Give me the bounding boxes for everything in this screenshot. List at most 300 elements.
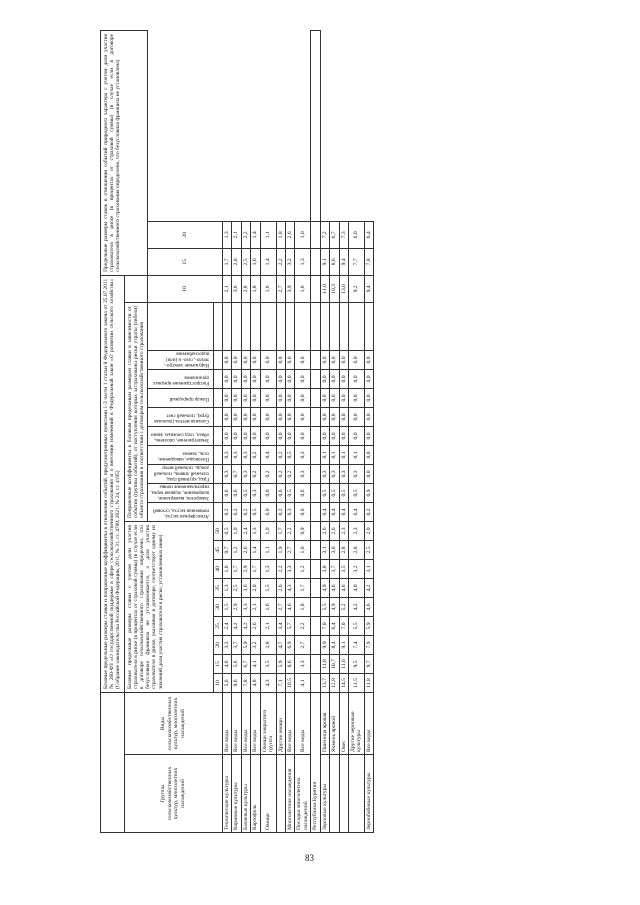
right-rate-1-text: 7,8 (365, 258, 372, 266)
base-rate-0-text: 7,8 (242, 679, 249, 687)
coef-1 (286, 484, 295, 503)
right-rate-0-text: 11,0 (321, 284, 328, 294)
base-rate-0-text: 4,3 (264, 679, 271, 687)
coef-2-text: 0,3 (353, 470, 360, 478)
coef-0-text: 0,4 (340, 508, 347, 516)
coef-8-text: 0,0 (252, 356, 259, 364)
coef-5 (286, 408, 295, 427)
base-rate-8-text: 2,0 (365, 527, 372, 535)
base-rate-4-text: 1,8 (299, 603, 306, 611)
base-rate-6 (251, 560, 260, 579)
base-rate-8 (364, 522, 373, 541)
right-rate-0 (260, 275, 276, 302)
coef-7 (348, 370, 364, 389)
coef-2 (223, 465, 232, 484)
right-rate-1 (339, 248, 348, 275)
base-rate-0-text: 12,8 (331, 678, 338, 688)
coef-6 (251, 389, 260, 408)
coef-3-text: 0,1 (331, 451, 338, 459)
right-rate-2-text: 6,0 (353, 231, 360, 239)
crop-group-text: Бахчевые культуры (242, 784, 249, 830)
base-rate-2-text: 8,4 (331, 641, 338, 649)
base-rate-5-text: 2,6 (277, 584, 284, 592)
coef-6 (295, 389, 311, 408)
base-rate-0 (260, 674, 276, 693)
empty-cell (311, 446, 320, 465)
base-rate-7 (223, 541, 232, 560)
coef-2-text: 0,2 (287, 470, 294, 478)
coef-2-text: 0,3 (340, 470, 347, 478)
crop-type (260, 693, 276, 755)
right-rate-0-text: 1,6 (264, 285, 271, 293)
coef-8 (232, 351, 241, 370)
share-value-3 (213, 617, 222, 636)
base-rate-5-text: 4,0 (353, 584, 360, 592)
base-rate-4 (339, 598, 348, 617)
base-rate-4 (330, 598, 339, 617)
coef-5-text: 0,0 (224, 413, 231, 421)
empty-cell (311, 541, 320, 560)
base-rate-6-text: 2,2 (277, 565, 284, 573)
crop-type-text: Все виды (242, 729, 249, 752)
coef-0 (260, 503, 276, 522)
share-value-4 (213, 598, 222, 617)
coef-8 (223, 351, 232, 370)
base-rate-6 (223, 560, 232, 579)
coef-5-text: 0,0 (233, 413, 240, 421)
right-rate-1 (364, 248, 373, 275)
right-rate-2 (241, 221, 250, 248)
coef-6 (276, 389, 285, 408)
coef-6-text: 0,0 (353, 394, 360, 402)
table-row (276, 31, 285, 833)
coef-6-text: 0,0 (264, 394, 271, 402)
crop-type (286, 693, 295, 755)
coef-7-text: 0,0 (331, 375, 338, 383)
right-rate-0 (223, 275, 232, 302)
table-row (295, 31, 311, 833)
coef-8-text: 0,0 (287, 356, 294, 364)
coef-0 (276, 503, 285, 522)
coef-4 (286, 427, 295, 446)
base-rate-0 (295, 674, 311, 693)
empty-cell (311, 351, 320, 370)
empty-cell (311, 636, 320, 655)
base-rate-6 (241, 560, 250, 579)
crop-type (364, 693, 373, 755)
coef-2 (348, 465, 364, 484)
right-share-1 (148, 248, 223, 275)
base-rate-5-text: 1,5 (264, 584, 271, 592)
coef-2 (295, 465, 311, 484)
coef-5-text: 0,0 (252, 413, 259, 421)
base-rate-4 (320, 598, 329, 617)
coef-1 (330, 484, 339, 503)
base-rate-2-text: 4,7 (277, 641, 284, 649)
coef-7 (223, 370, 232, 389)
table-row (260, 31, 276, 833)
base-rate-3-text: 5,9 (365, 622, 372, 630)
base-rate-1 (260, 655, 276, 674)
base-rate-4-text: 2,9 (233, 603, 240, 611)
base-rate-3-text: 7,0 (321, 622, 328, 630)
col-group-header (124, 755, 222, 833)
coef-1 (295, 484, 311, 503)
crop-type-text: Другие зерновые культуры (349, 711, 363, 752)
coef-7-text: 0,0 (353, 375, 360, 383)
base-rate-2-text: 3,2 (252, 641, 259, 649)
right-rate-2-text: 1,0 (299, 231, 306, 239)
base-rate-5-text: 4,3 (287, 584, 294, 592)
right-rate-1-text: 1,6 (252, 258, 259, 266)
coef-1-text: 0,6 (277, 489, 284, 497)
coef-6-text: 0,0 (321, 394, 328, 402)
coef-0-text: 0,2 (233, 508, 240, 516)
event-col-7-text: Распространение вредных организмов (153, 374, 210, 385)
event-col-6 (148, 389, 213, 408)
coef-8 (251, 351, 260, 370)
base-rate-1-text: 5,6 (233, 660, 240, 668)
coef-1-text: 0,3 (252, 489, 259, 497)
coef-8 (276, 351, 285, 370)
base-rate-1 (223, 655, 232, 674)
coef-0 (286, 503, 295, 522)
base-rate-5 (286, 579, 295, 598)
empty-cell (311, 598, 320, 617)
blank-corner (101, 693, 125, 833)
coef-title-text: Поправочные коэффициенты к базовым предельным размерам ставки в зависимости от события (группы событий), от наступления которых застрахованы риски утраты (гибели) объекта страхования в соответствии с договором сельскохозяйственного страхования (126, 306, 146, 518)
table-row (364, 31, 373, 833)
right-rate-1-text: 2,8 (233, 258, 240, 266)
rotated-table-frame (100, 30, 598, 833)
coef-7 (251, 370, 260, 389)
crop-group (251, 755, 260, 833)
coef-0-text: 0,2 (365, 508, 372, 516)
base-rate-2 (276, 636, 285, 655)
coef-4 (232, 427, 241, 446)
coef-1-text: 0,9 (365, 489, 372, 497)
crop-group-text: Зерновые культуры (321, 783, 328, 830)
right-rate-2-text: 6,4 (365, 231, 372, 239)
coef-4-text: 0,0 (233, 432, 240, 440)
right-rate-1 (320, 248, 329, 275)
coef-2 (232, 465, 241, 484)
crop-group (330, 755, 339, 833)
crop-type (223, 693, 232, 755)
base-rate-8-text: 1,0 (264, 527, 271, 535)
right-rates-title-text: Предельные размеры ставок в отношении событий природного характера с учетом доли участия страхователя в риске (в процентах от страховой суммы) (в случае если в договоре сельскохозяйственного страхования определено, что безусловная франшиза не установлена) (103, 34, 122, 272)
right-rate-1-text: 1,7 (224, 258, 231, 266)
base-rate-8 (276, 522, 285, 541)
coef-4 (339, 427, 348, 446)
base-rate-0 (286, 674, 295, 693)
table-row (339, 31, 348, 833)
base-rate-6 (330, 560, 339, 579)
coef-0 (241, 503, 250, 522)
crop-group-text: Многолетние насаждения (287, 768, 294, 830)
base-rate-4-text: 1,5 (224, 603, 231, 611)
base-rate-3-text: 2,6 (252, 622, 259, 630)
share-value-7 (213, 541, 222, 560)
base-rate-1 (286, 655, 295, 674)
share-value-8-text: 50 (214, 528, 221, 534)
coef-8 (320, 351, 329, 370)
coef-blank-7 (213, 370, 222, 389)
base-rate-5-text: 2,0 (252, 584, 259, 592)
coef-8 (364, 351, 373, 370)
base-rate-3-text: 3,4 (277, 622, 284, 630)
base-rate-7-text: 1,9 (277, 546, 284, 554)
right-rate-1-text: 2,5 (242, 258, 249, 266)
coef-2 (286, 465, 295, 484)
coef-4-text: 0,0 (224, 432, 231, 440)
base-rate-4 (364, 598, 373, 617)
share-value-6-text: 40 (214, 566, 221, 572)
coef-8 (339, 351, 348, 370)
coef-extra (251, 303, 260, 351)
coef-3 (241, 446, 250, 465)
base-rate-6-text: 1,7 (252, 565, 259, 573)
base-rate-5 (232, 579, 241, 598)
event-col-8-text: Нарушение электро-, тепло-, газо- и (или) водоснабжения (164, 350, 210, 367)
empty-cell (311, 560, 320, 579)
base-rate-1 (348, 655, 364, 674)
base-rate-5-text: 4,6 (340, 584, 347, 592)
coef-1-text: 0,6 (233, 489, 240, 497)
coef-8 (241, 351, 250, 370)
col-type-header (124, 693, 222, 755)
base-rate-6-text: 1,0 (224, 565, 231, 573)
crop-group (339, 755, 348, 833)
base-rate-3 (241, 617, 250, 636)
right-rate-2 (223, 221, 232, 248)
coef-4-text: 0,0 (365, 432, 372, 440)
rotated-table (100, 30, 598, 833)
event-col-0-text: Атмосферная засуха, почвенная засуха, суховей (153, 507, 210, 518)
coef-7-text: 0,0 (299, 375, 306, 383)
coef-3 (260, 446, 276, 465)
share-value-7-text: 45 (214, 547, 221, 553)
base-rate-0 (276, 674, 285, 693)
base-rate-4-text: 4,9 (331, 603, 338, 611)
crop-type (276, 693, 285, 755)
coef-2 (260, 465, 276, 484)
right-rate-1 (348, 248, 364, 275)
coef-blank-6 (213, 389, 222, 408)
base-rate-4 (251, 598, 260, 617)
right-rate-1 (232, 248, 241, 275)
coef-3 (223, 446, 232, 465)
coef-0 (232, 503, 241, 522)
crop-type-text: Овес (340, 740, 347, 752)
col-type-header-text: Виды сельскохозяйственных культур, многолетних насаждений (160, 696, 186, 751)
coef-5-text: 0,0 (340, 413, 347, 421)
right-rate-1-text: 9,4 (340, 258, 347, 266)
base-rate-4-text: 1,6 (264, 603, 271, 611)
coef-6 (286, 389, 295, 408)
base-rate-7-text: 3,0 (331, 546, 338, 554)
base-rate-5 (276, 579, 285, 598)
event-col-3-text: Половодье, наводнение, сель, лавина (158, 450, 210, 461)
coef-8-text: 0,0 (321, 356, 328, 364)
crop-group-text: Технические культуры (224, 776, 231, 830)
crop-group-text: Зернобобовые культуры (365, 772, 372, 830)
coef-6-text: 0,0 (340, 394, 347, 402)
empty-cell (311, 248, 320, 275)
right-rate-2-text: 7,2 (321, 231, 328, 239)
coef-2-text: 0,2 (264, 470, 271, 478)
coef-blank-5 (213, 408, 222, 427)
crop-group (364, 755, 373, 833)
base-rate-8-text: 2,6 (331, 527, 338, 535)
coef-2 (339, 465, 348, 484)
coef-4-text: 0,0 (252, 432, 259, 440)
base-rate-0 (348, 674, 364, 693)
coef-4-text: 0,0 (353, 432, 360, 440)
base-rate-3-text: 2,4 (224, 622, 231, 630)
rates-table (100, 30, 374, 833)
coef-5 (276, 408, 285, 427)
right-rate-0-text: 1,6 (299, 285, 306, 293)
right-rate-1 (260, 248, 276, 275)
coef-3 (286, 446, 295, 465)
base-rate-8-text: 2,3 (340, 527, 347, 535)
base-rate-2-text: 6,9 (287, 641, 294, 649)
empty-cell (311, 579, 320, 598)
right-share-1-text: 15 (181, 259, 188, 265)
base-rate-3-text: 7,0 (340, 622, 347, 630)
coef-6 (232, 389, 241, 408)
right-rate-2 (330, 221, 339, 248)
base-rate-1 (295, 655, 311, 674)
coef-extra (232, 303, 241, 351)
coef-extra (348, 303, 364, 351)
base-rate-6 (232, 560, 241, 579)
coef-1 (320, 484, 329, 503)
coef-1 (223, 484, 232, 503)
coef-8-text: 0,0 (233, 356, 240, 364)
right-rate-1-text: 2,2 (277, 258, 284, 266)
base-rate-8-text: 1,0 (233, 527, 240, 535)
right-rate-0 (241, 275, 250, 302)
base-rate-5 (241, 579, 250, 598)
coef-1-text: 0,5 (242, 489, 249, 497)
crop-type-text: Все виды (233, 729, 240, 752)
base-rate-6 (364, 560, 373, 579)
right-rate-2-text: 7,3 (340, 231, 347, 239)
right-rate-2 (348, 221, 364, 248)
base-rate-2 (223, 636, 232, 655)
event-col-7 (148, 370, 213, 389)
base-rate-2-text: 2,8 (264, 641, 271, 649)
base-rate-2-text: 9,1 (340, 641, 347, 649)
coef-8 (295, 351, 311, 370)
coef-7-text: 0,0 (321, 375, 328, 383)
base-rate-6-text: 3,7 (331, 565, 338, 573)
coef-4-text: 0,0 (277, 432, 284, 440)
base-rate-0 (251, 674, 260, 693)
coef-5 (295, 408, 311, 427)
base-rate-8 (260, 522, 276, 541)
base-rate-5 (339, 579, 348, 598)
coef-7-text: 0,0 (252, 375, 259, 383)
crop-type-text: Все виды (299, 729, 306, 752)
share-value-0 (213, 674, 222, 693)
base-rate-2-text: 9,9 (321, 641, 328, 649)
crop-type-text: Все виды (224, 729, 231, 752)
coef-7-text: 0,0 (277, 375, 284, 383)
coef-5-text: 0,0 (353, 413, 360, 421)
base-rate-3 (364, 617, 373, 636)
base-rate-0-text: 13,7 (321, 678, 328, 688)
base-rate-8 (330, 522, 339, 541)
coef-extra (320, 303, 329, 351)
base-rate-1-text: 4,1 (252, 660, 259, 668)
base-rate-6-text: 1,7 (233, 565, 240, 573)
coef-4-text: 0,0 (321, 432, 328, 440)
crop-type (295, 693, 311, 755)
coef-1 (251, 484, 260, 503)
event-col-0 (148, 503, 213, 522)
share-value-2-text: 20 (214, 642, 221, 648)
base-rate-0-text: 5,6 (224, 679, 231, 687)
base-rate-2-text: 2,7 (299, 641, 306, 649)
coef-7-text: 0,0 (287, 375, 294, 383)
coef-7-text: 0,0 (365, 375, 372, 383)
base-rate-7 (286, 541, 295, 560)
right-rate-2 (260, 221, 276, 248)
base-rate-1-text: 6,7 (242, 660, 249, 668)
right-rate-2-text: 1,4 (252, 231, 259, 239)
coef-0-text: 0,3 (287, 508, 294, 516)
right-rate-1 (276, 248, 285, 275)
right-rate-2 (251, 221, 260, 248)
base-rate-8 (339, 522, 348, 541)
col-group-header-text: Группы сельскохозяйственных культур, многолетних насаждений (160, 766, 186, 821)
crop-type-text: Другие овощи (277, 717, 284, 752)
base-rate-2 (260, 636, 276, 655)
coef-5 (320, 408, 329, 427)
empty-cell (311, 617, 320, 636)
coef-4 (251, 427, 260, 446)
base-rate-1 (320, 655, 329, 674)
empty-cell (311, 370, 320, 389)
coef-3-text: 0,3 (233, 451, 240, 459)
coef-3-text: 0,2 (252, 451, 259, 459)
coef-4 (241, 427, 250, 446)
base-rate-7-text: 2,8 (353, 546, 360, 554)
coef-0 (320, 503, 329, 522)
event-col-3 (148, 446, 213, 465)
event-col-extra (148, 303, 213, 351)
base-rate-1 (339, 655, 348, 674)
base-rate-0-text: 7,1 (277, 679, 284, 687)
right-rate-1 (223, 248, 232, 275)
coef-8 (348, 351, 364, 370)
crop-group-text: Овощи (264, 813, 271, 830)
base-rate-8 (251, 522, 260, 541)
coef-8 (286, 351, 295, 370)
base-rate-2-text: 5,9 (242, 641, 249, 649)
table-row (320, 31, 329, 833)
coef-extra (295, 303, 311, 351)
coef-3 (295, 446, 311, 465)
coef-7-text: 0,0 (242, 375, 249, 383)
base-rate-1-text: 10,7 (331, 659, 338, 669)
coef-1 (241, 484, 250, 503)
base-rate-7 (364, 541, 373, 560)
coef-5-text: 0,0 (277, 413, 284, 421)
